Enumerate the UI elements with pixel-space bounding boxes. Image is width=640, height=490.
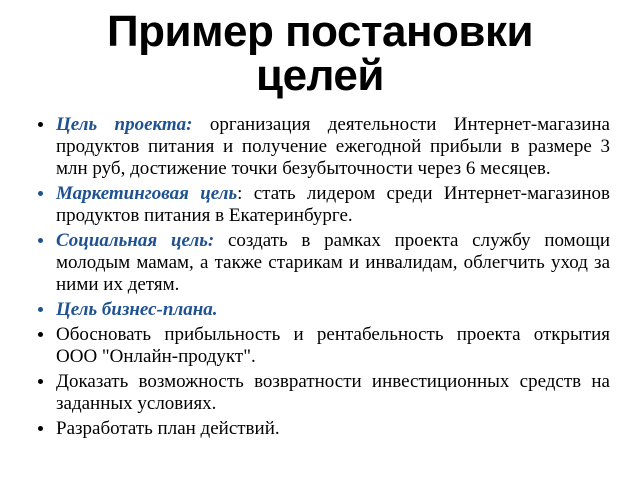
list-item [30, 299, 610, 321]
bullet-dot [38, 191, 43, 196]
list-item [30, 183, 610, 227]
item-lead: Маркетинговая цель [56, 183, 238, 204]
bullet-dot [38, 307, 43, 312]
list-item [30, 114, 610, 180]
slide-title: Пример постановки целей [106, 7, 534, 100]
item-text: Разработать план действий. [56, 418, 280, 439]
bullet-dot [38, 379, 43, 384]
item-lead: Цель проекта: [56, 114, 210, 135]
presentation-slide [0, 7, 640, 490]
item-text: создать в рамках проекта службу помощи молодым мамам, а также старикам и инвалидам, облегчить уход за ними их детям. [56, 230, 610, 295]
list-item [30, 230, 610, 296]
list-item [30, 418, 610, 440]
item-lead: Социальная цель: [56, 230, 228, 251]
list-item [30, 324, 610, 368]
bullet-dot [38, 122, 43, 127]
bullet-dot [38, 332, 43, 337]
item-text: : стать лидером среди Интернет-магазинов продуктов питания в Екатеринбурге. [56, 183, 611, 226]
bullet-dot [38, 238, 43, 243]
bullet-list [30, 114, 610, 440]
item-text: организация деятельности Интернет-магазина продуктов питания и получение ежегодной прибыли в размере 3 млн руб, достижение точки безубыточности через 6 месяцев. [56, 114, 610, 179]
item-text: Обосновать прибыльность и рентабельность проекта открытия ООО "Онлайн-продукт". [56, 324, 610, 367]
bullet-dot [38, 426, 43, 431]
list-item [30, 371, 610, 415]
item-text: Доказать возможность возвратности инвестиционных средств на заданных условиях. [56, 371, 610, 414]
item-lead: Цель бизнес-плана. [56, 299, 218, 320]
